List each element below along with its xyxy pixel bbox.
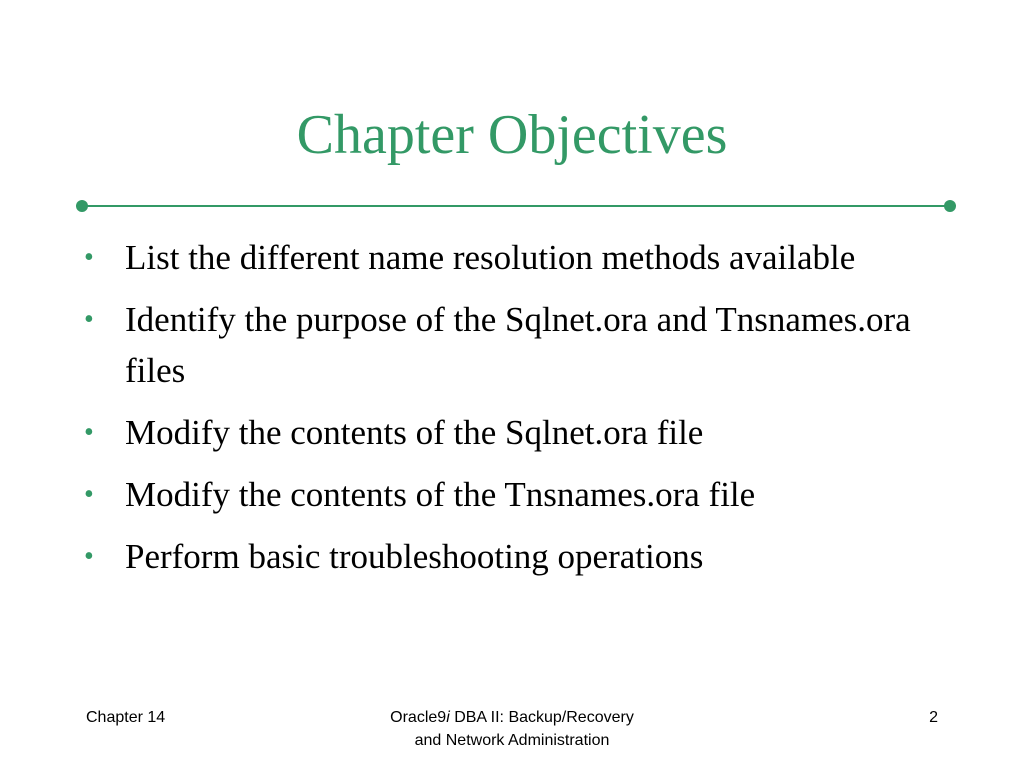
- divider-line: [82, 205, 950, 207]
- objectives-list: [84, 232, 924, 593]
- list-item: [84, 232, 924, 283]
- title-divider: [76, 200, 956, 212]
- divider-dot-right: [944, 200, 956, 212]
- bullet-icon: •: [84, 417, 94, 448]
- slide-title: Chapter Objectives: [296, 104, 728, 166]
- list-item: [84, 294, 924, 396]
- list-item-text: Identify the purpose of the Sqlnet.ora and Tnsnames.ora files: [125, 300, 911, 390]
- list-item: [84, 407, 924, 458]
- footer-course-prefix: Oracle9: [390, 709, 447, 726]
- bullet-icon: •: [84, 541, 94, 572]
- footer-course-line1: [312, 706, 712, 729]
- list-item: [84, 469, 924, 520]
- bullet-icon: •: [84, 304, 94, 335]
- list-item-text: Modify the contents of the Tnsnames.ora file: [125, 475, 756, 514]
- divider-dot-left: [76, 200, 88, 212]
- footer-page-number: 2: [929, 709, 938, 726]
- footer-chapter: Chapter 14: [86, 709, 166, 726]
- list-item-text: List the different name resolution methods available: [125, 238, 856, 277]
- bullet-icon: •: [84, 242, 94, 273]
- footer-course-line2: and Network Administration: [414, 732, 610, 749]
- list-item: [84, 531, 924, 582]
- bullet-icon: •: [84, 479, 94, 510]
- footer-course-line1-rest: DBA II: Backup/Recovery: [449, 709, 634, 726]
- list-item-text: Perform basic troubleshooting operations: [125, 537, 704, 576]
- list-item-text: Modify the contents of the Sqlnet.ora file: [125, 413, 704, 452]
- footer-course-italic: i: [446, 709, 450, 726]
- footer-course-title: [312, 706, 712, 752]
